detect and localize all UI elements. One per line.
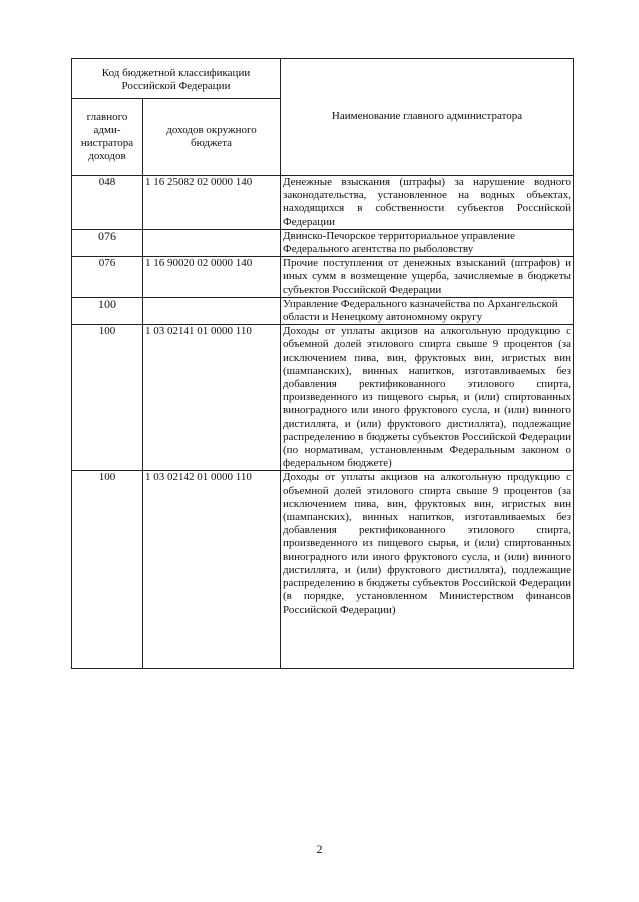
header-row-top (72, 59, 574, 99)
income-code: 1 03 02142 01 0000 110 (143, 471, 281, 669)
admin-code: 100 (72, 471, 143, 669)
administrator-name: Доходы от уплаты акцизов на алкогольную продукцию с объемной долей этилового спирта свыше 9 процентов (за исключением пива, вин, фруктовых вин, игристых вин (шампанских), винных напитков, изготавливаемых без добавления ректификованного этилового спирта, произведенного из пищевого сырья, и (или) спиртованных виноградного или иного фруктового сусла, и (или) винного дистиллята, и (или) фруктового дистиллята), подлежащие распределению в бюджеты субъектов Российской Федерации (в порядке, установленном Министерством финансов Российской Федерации) (281, 471, 574, 669)
admin-code: 048 (72, 176, 143, 230)
admin-code: 100 (72, 325, 143, 471)
admin-code: 076 (72, 257, 143, 298)
administrator-name: Двинско-Печорское территориальное управление Федерального агентства по рыболовству (281, 229, 574, 256)
budget-classification-table (71, 58, 574, 669)
income-code (143, 297, 281, 324)
table-row (72, 325, 574, 471)
header-main-administrator: главного адми-нистратора доходов (72, 99, 143, 176)
administrator-name: Управление Федерального казначейства по Архангельской области и Ненецкому автономному округу (281, 297, 574, 324)
administrator-name: Денежные взыскания (штрафы) за нарушение водного законодательства, установленное на водных объектах, находящихся в собственности субъектов Российской Федерации (281, 176, 574, 230)
admin-code: 100 (72, 297, 143, 324)
table-row (72, 471, 574, 669)
page-number: 2 (316, 842, 323, 856)
income-code (143, 229, 281, 256)
admin-code: 076 (72, 229, 143, 256)
income-code: 1 16 25082 02 0000 140 (143, 176, 281, 230)
administrator-name: Прочие поступления от денежных взысканий (штрафов) и иных сумм в возмещение ущерба, зачисляемые в бюджеты субъектов Российской Федерации (281, 257, 574, 298)
administrator-name: Доходы от уплаты акцизов на алкогольную продукцию с объемной долей этилового спирта свыше 9 процентов (за исключением пива, вин, фруктовых вин, игристых вин (шампанских), винных напитков, изготавливаемых без добавления ректификованного этилового спирта, произведенного из пищевого сырья, и (или) спиртованных виноградного или иного фруктового сусла, и (или) винного дистиллята, и (или) фруктового дистиллята), подлежащие распределению в бюджеты субъектов Российской Федерации (по нормативам, установленным Федеральным законом о федеральном бюджете) (281, 325, 574, 471)
table-row (72, 229, 574, 256)
header-classification-code: Код бюджетной классификации Российской Федерации (72, 59, 281, 99)
income-code: 1 16 90020 02 0000 140 (143, 257, 281, 298)
table-row (72, 176, 574, 230)
income-code: 1 03 02141 01 0000 110 (143, 325, 281, 471)
table-row (72, 297, 574, 324)
table-row (72, 257, 574, 298)
header-administrator-name: Наименование главного администратора (281, 59, 574, 176)
header-district-budget-income: доходов окружного бюджета (143, 99, 281, 176)
